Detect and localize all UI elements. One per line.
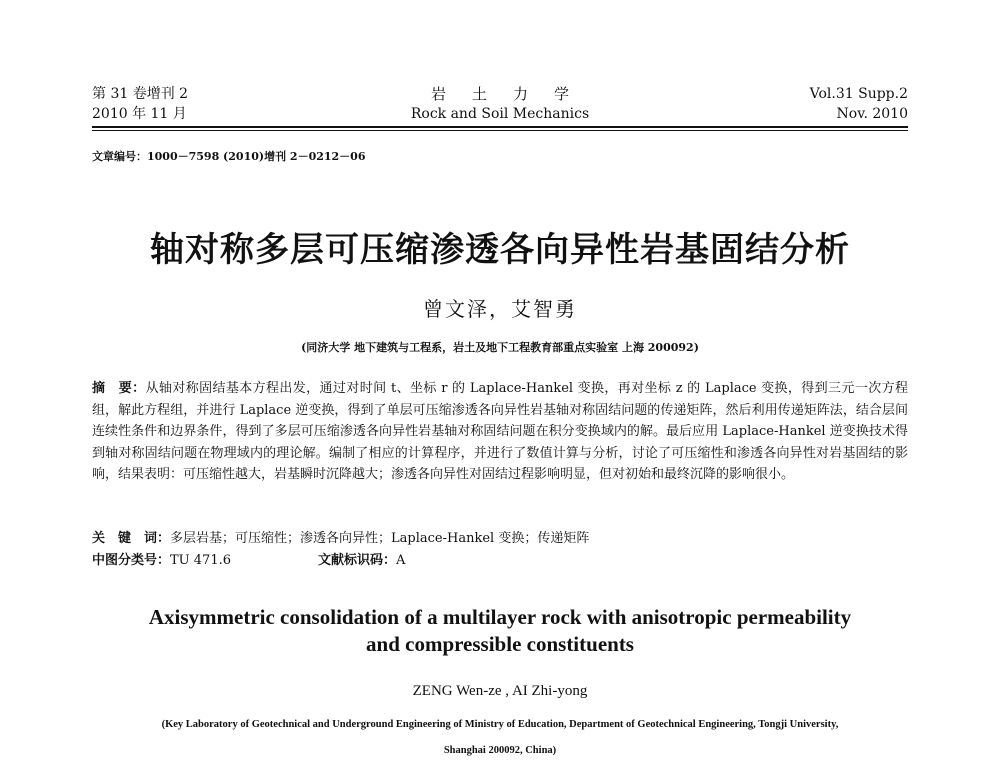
document-code bbox=[318, 551, 405, 571]
clc-number bbox=[92, 551, 231, 571]
abstract-cn bbox=[92, 378, 908, 486]
volume-issue-cn: 第 31 卷增刊 2 bbox=[92, 86, 189, 102]
article-number-label: 文章编号： bbox=[92, 150, 147, 163]
journal-name-en: Rock and Soil Mechanics bbox=[410, 106, 590, 122]
authors-en: ZENG Wen-ze , AI Zhi-yong bbox=[412, 683, 588, 699]
article-number bbox=[92, 148, 366, 164]
clc-label: 中图分类号： bbox=[92, 553, 171, 568]
keywords-text: 多层岩基；可压缩性；渗透各向异性；Laplace-Hankel 变换；传递矩阵 bbox=[170, 531, 590, 546]
header-rule-thin bbox=[92, 130, 908, 131]
date-en: Nov. 2010 bbox=[836, 106, 908, 122]
journal-name-cn: 岩土力学 bbox=[430, 85, 595, 103]
affiliation-en-line1: (Key Laboratory of Geotechnical and Underground Engineering of Ministry of Education, Department of Geotechnical Engineering, Tongji University, bbox=[161, 719, 839, 730]
abstract-label: 摘 要： bbox=[92, 381, 146, 396]
affiliation-cn: (同济大学 地下建筑与工程系，岩土及地下工程教育部重点实验室 上海 200092) bbox=[301, 341, 699, 354]
document-code-label: 文献标识码： bbox=[318, 553, 397, 568]
document-code-value: A bbox=[396, 553, 406, 568]
paper-title-en-line1: Axisymmetric consolidation of a multilayer rock with anisotropic permeability bbox=[148, 605, 852, 629]
affiliation-en-line2: Shanghai 200092, China) bbox=[443, 745, 557, 756]
keywords-label: 关 键 词： bbox=[92, 531, 171, 546]
journal-issue-info-en bbox=[810, 84, 908, 124]
volume-issue-en: Vol.31 Supp.2 bbox=[809, 86, 908, 102]
date-cn: 2010 年 11 月 bbox=[92, 106, 187, 122]
clc-value: TU 471.6 bbox=[170, 553, 231, 568]
paper-title-en bbox=[0, 604, 1000, 658]
abstract-text: 从轴对称固结基本方程出发，通过对时间 t、坐标 r 的 Laplace-Hankel 变换，再对坐标 z 的 Laplace 变换，得到三元一次方程组，解此方程组，并进行 Laplace 逆变换，得到了单层可压缩渗透各向异性岩基轴对称固结问题的传递矩阵，然后利用传递矩阵法，结合层间连续性条件和边界条件，得到了多层可压缩渗透各向异性岩基轴对称固结问题在积分变换域内的解。最后应用 Laplace-Hankel 逆变换技术得到轴对称固结问题在物理域内的理论解。编制了相应的计算程序，并进行了数值计算与分析，讨论了可压缩性和渗透各向异性对岩基固结的影响，结果表明：可压缩性越大，岩基瞬时沉降越大；渗透各向异性对固结过程影响明显，但对初始和最终沉降的影响很小。 bbox=[92, 381, 908, 482]
affiliation-en bbox=[0, 712, 1000, 764]
authors-cn: 曾文泽，艾智勇 bbox=[423, 297, 577, 321]
keywords-cn bbox=[92, 529, 908, 549]
article-number-value: 1000－7598 (2010)增刊 2－0212－06 bbox=[147, 150, 366, 163]
header-rule-thick bbox=[92, 126, 908, 128]
paper-title-en-line2: and compressible constituents bbox=[366, 632, 634, 656]
paper-title-cn: 轴对称多层可压缩渗透各向异性岩基固结分析 bbox=[150, 230, 850, 270]
